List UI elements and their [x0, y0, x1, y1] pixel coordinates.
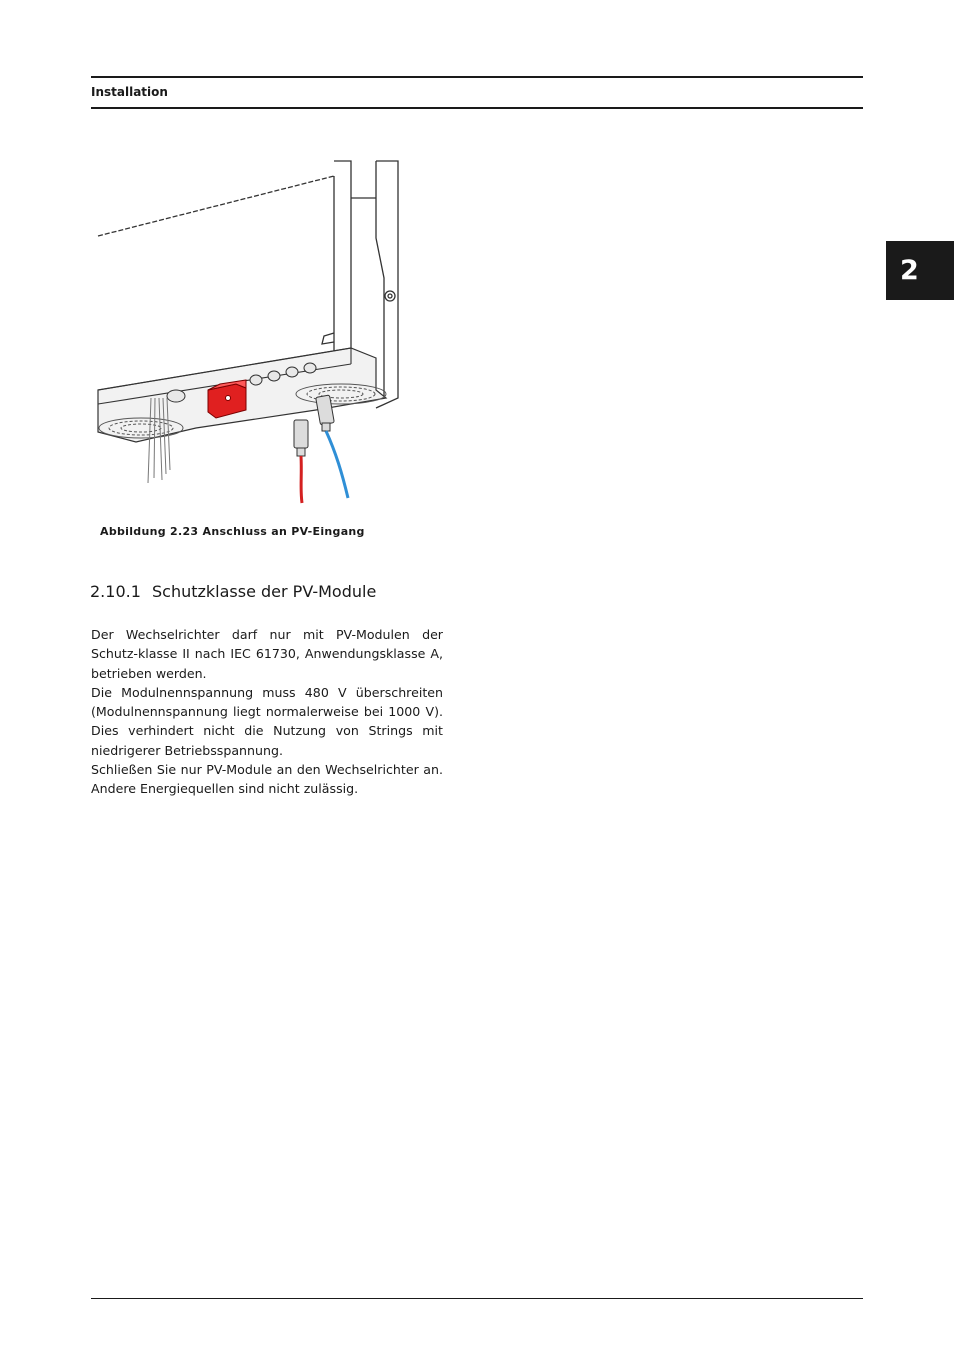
body-paragraph: Der Wechselrichter darf nur mit PV-Modulen der Schutz-klasse II nach IEC 61730, Anwendungsklasse A, betrieben werden.	[91, 627, 443, 681]
section-number: 2.10.1	[90, 582, 141, 601]
section-title: Schutzklasse der PV-Module	[151, 582, 377, 601]
header-top-rule	[91, 76, 863, 78]
pv-input-illustration	[96, 158, 402, 510]
figure-caption: Abbildung 2.23 Anschluss an PV-Eingang	[100, 525, 365, 538]
section-body	[91, 625, 443, 799]
pv-cable-negative	[326, 431, 348, 498]
body-paragraph: Die Modulnennspannung muss 480 V überschreiten (Modulnennspannung liegt normalerweise bei 1000 V). Dies verhindert nicht die Nutzung von Strings mit niedrigerer Betriebsspannung.	[91, 684, 443, 758]
chapter-tab: 2	[886, 241, 954, 300]
footer-rule	[91, 1298, 863, 1299]
running-header: Installation	[91, 85, 168, 99]
section-heading	[90, 582, 376, 601]
pv-connector-positive	[294, 420, 308, 456]
body-paragraph: Schließen Sie nur PV-Module an den Wechselrichter an. Andere Energiequellen sind nicht zulässig.	[91, 762, 443, 797]
pv-cable-positive	[301, 456, 302, 503]
header-bottom-rule	[91, 107, 863, 109]
